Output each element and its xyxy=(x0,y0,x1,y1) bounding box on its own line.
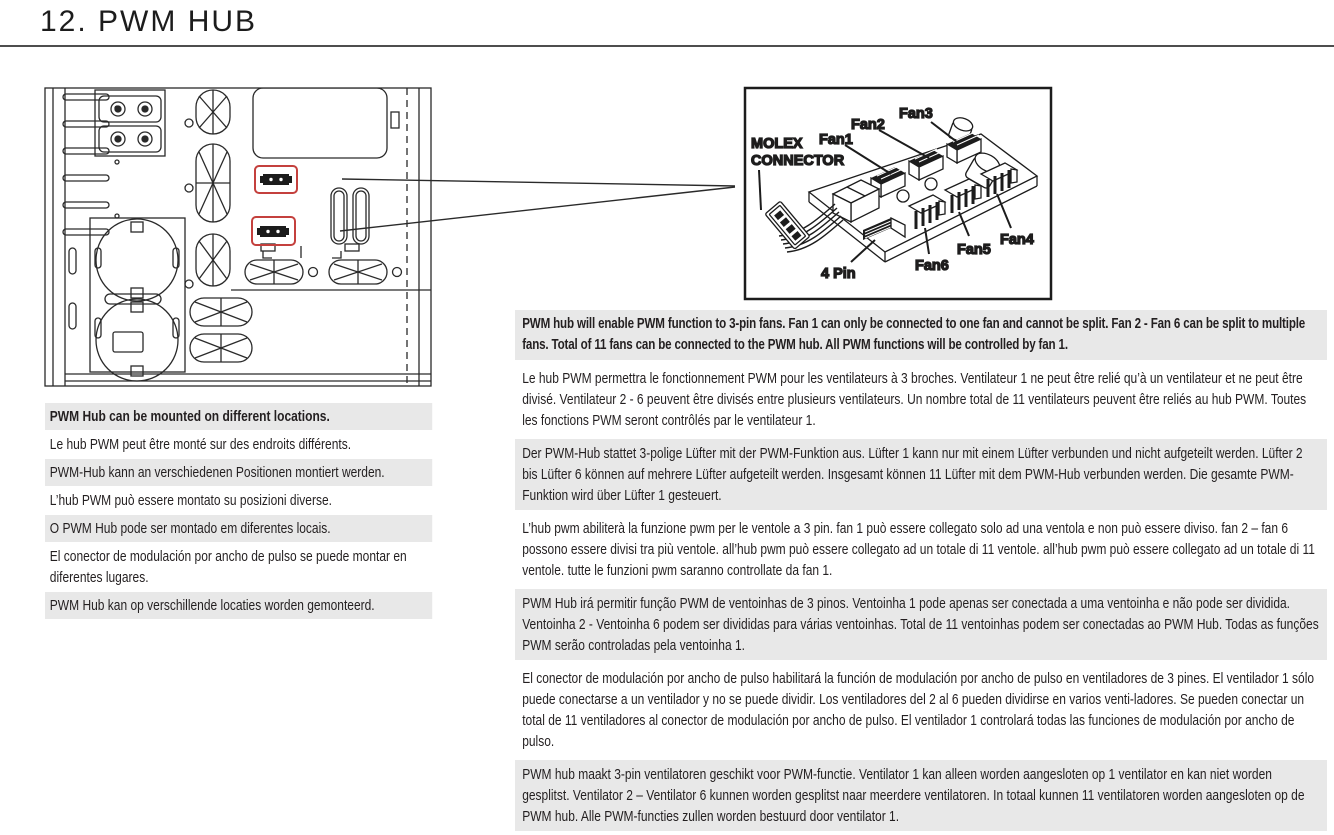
mount-note-list xyxy=(45,403,432,620)
paragraph-es: El conector de modulación por ancho de pulso habilitará la función de modulación por ancho de pulso en ventiladores de 3 pines. El ventilador 1 sólo puede conectarse a un ventilador y no se puede dividir. Los ventiladores del 2 al 6 pueden dividirse en varios venti-ladores. Se pueden conectar un total de 11 ventiladores al conector de modulación por ancho de pulso. El ventilador 1 controlará todas las funciones de modulación por ancho de pulso. xyxy=(522,670,1315,750)
four-pin-label: 4 Pin xyxy=(821,266,856,282)
pwm-location-highlight-1 xyxy=(255,166,297,193)
description-paragraphs xyxy=(515,310,1327,835)
fan6-label: Fan6 xyxy=(915,258,949,274)
paragraph-en: PWM hub will enable PWM function to 3-pin fans. Fan 1 can only be connected to one fan and cannot be split. Fan 2 - Fan 6 can be split to multiple fans. Total of 11 fans can be connected to the PWM hub. All PWM functions will be controlled by fan 1. xyxy=(515,310,1327,360)
fan4-label: Fan4 xyxy=(1000,232,1034,248)
mount-note-de: PWM-Hub kann an verschiedenen Positionen montiert werden. xyxy=(45,459,432,486)
mount-note-nl: PWM Hub kan op verschillende locaties worden gemonteerd. xyxy=(45,592,432,619)
molex-connector-label-line1: MOLEX xyxy=(751,136,803,152)
fan2-label: Fan2 xyxy=(851,117,885,133)
fan5-label: Fan5 xyxy=(957,242,991,258)
paragraph-it: L’hub pwm abiliterà la funzione pwm per le ventole a 3 pin. fan 1 può essere collegato solo ad una ventola e non può essere diviso. fan 2 – fan 6 possono essere divisi tra più ventole. all’hub pwm può essere collegato ad un totale di 11 ventole. all’hub pwm può essere collegato ad un totale di 11 ventole. tutte le funzioni pwm saranno controllate da fan 1. xyxy=(522,520,1315,579)
molex-connector-label-line2: CONNECTOR xyxy=(751,153,845,169)
mount-note-it: L’hub PWM può essere montato su posizioni diverse. xyxy=(49,492,332,509)
fan3-label: Fan3 xyxy=(899,106,933,122)
paragraph-pt: PWM Hub irá permitir função PWM de ventoinhas de 3 pinos. Ventoinha 1 pode apenas ser conectada a uma ventoinha e não pode ser dividida. Ventoinha 2 - Ventoinha 6 podem ser divididas para várias ventoinhas. Total de 11 ventoinhas podem ser conectadas ao PWM Hub. Todas as funções PWM serão controladas pela ventoinha 1. xyxy=(515,589,1327,660)
paragraph-nl: PWM hub maakt 3-pin ventilatoren geschikt voor PWM-functie. Ventilator 1 kan alleen worden aangesloten op 1 ventilator en kan niet worden gesplitst. Ventilator 2 – Ventilator 6 kunnen worden gesplitst naar meerdere ventilatoren. In totaal kunnen 11 ventilatoren worden aangesloten op de PWM hub. Alle PWM-functies zullen worden bestuurd door ventilator 1. xyxy=(515,760,1327,831)
callout-lines xyxy=(340,179,735,231)
case-diagram xyxy=(45,88,431,386)
paragraph-de: Der PWM-Hub stattet 3-polige Lüfter mit der PWM-Funktion aus. Lüfter 1 kann nur mit einem Lüfter verbunden und nicht aufgeteilt werden. Lüfter 2 bis Lüfter 6 können auf mehrere Lüfter aufgeteilt werden. Insgesamt können 11 Lüfter mit dem PWM-Hub verbunden werden. Die gesamte PWM-Funktion wird über Lüfter 1 gesteuert. xyxy=(515,439,1327,510)
pwm-location-highlight-2 xyxy=(252,217,295,245)
mount-note-es: El conector de modulación por ancho de pulso se puede montar en diferentes lugares. xyxy=(49,548,407,586)
page-title: 12. PWM HUB xyxy=(40,5,258,38)
mount-note-fr: Le hub PWM peut être monté sur des endroits différents. xyxy=(49,436,352,453)
pwm-hub-diagram xyxy=(745,88,1051,299)
mount-note-pt: O PWM Hub pode ser montado em diferentes locais. xyxy=(45,515,432,542)
mount-note-en: PWM Hub can be mounted on different locations. xyxy=(45,403,432,430)
paragraph-fr: Le hub PWM permettra le fonctionnement PWM pour les ventilateurs à 3 broches. Ventilateur 1 ne peut être relié qu’à un ventilateur et ne peut être divisé. Ventilateur 2 - 6 peuvent être divisés entre plusieurs ventilateurs. Un nombre total de 11 ventilateurs peuvent être reliés au hub PWM. Toutes les fonctions PWM seront contrôlés par le ventilateur 1. xyxy=(522,370,1307,429)
molex-connector xyxy=(765,201,810,249)
fan1-label: Fan1 xyxy=(819,132,853,148)
